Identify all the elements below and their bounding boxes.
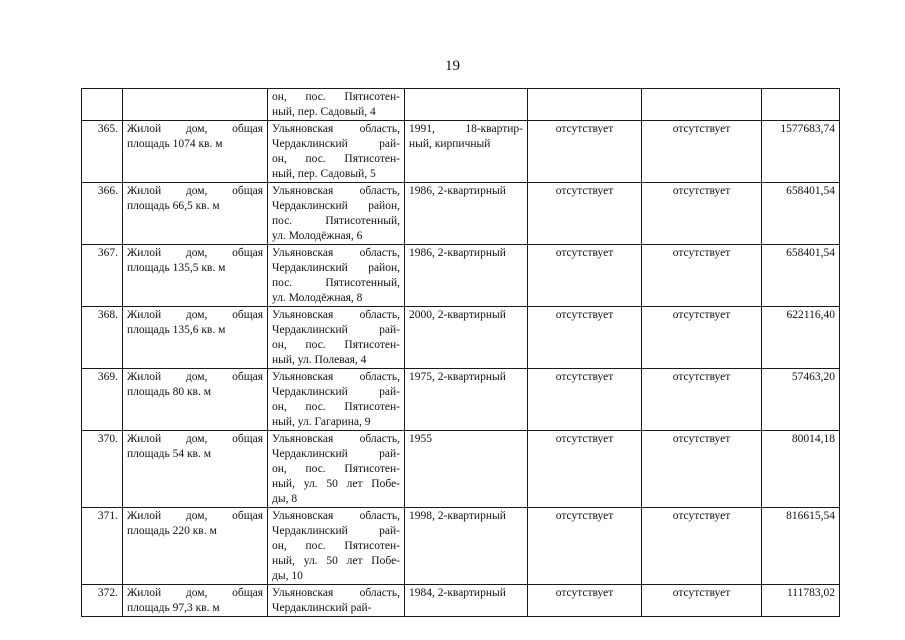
cell-name [123,585,268,617]
cell-name [123,431,268,508]
name-line: площадь 66,5 кв. м [127,200,220,212]
address-line: Ульяновская область, [272,433,400,445]
address-line: ный, пер. Садовый, 5 [272,168,376,180]
cell-value: 658401,54 [762,245,840,307]
table-row [82,245,840,307]
address-line: Чердаклинский район, [272,200,400,212]
cell-restriction: отсутствует [642,508,762,585]
cell-number: 369. [82,369,123,431]
address-line: Чердаклинский рай- [272,448,400,460]
cell-address [268,121,405,183]
name-line: Жилой дом, общая [127,309,263,321]
address-line: Ульяновская область, [272,309,400,321]
address-line: пос. Пятисотенный, [272,277,400,289]
table-row [82,307,840,369]
address-line: ный, ул. Гагарина, 9 [272,416,371,428]
address-line: Чердаклинский рай- [272,324,400,336]
cell-encumbrance: отсутствует [528,245,642,307]
cell-restriction [642,89,762,121]
address-line: пос. Пятисотенный, [272,215,400,227]
cell-number: 365. [82,121,123,183]
table-row [82,431,840,508]
cell-number: 370. [82,431,123,508]
cell-number: 372. [82,585,123,617]
cell-year [405,585,528,617]
name-line: площадь 80 кв. м [127,386,211,398]
cell-encumbrance: отсутствует [528,369,642,431]
name-line: площадь 220 кв. м [127,525,217,537]
cell-year [405,183,528,245]
year-line: 1984, 2-квартирный [409,587,506,599]
address-line: Ульяновская область, [272,185,400,197]
table-row [82,183,840,245]
address-line: он, пос. Пятисотен- [272,401,400,413]
name-line: площадь 54 кв. м [127,448,211,460]
address-line: он, пос. Пятисотен- [272,540,400,552]
cell-value: 80014,18 [762,431,840,508]
cell-encumbrance: отсутствует [528,431,642,508]
cell-address [268,508,405,585]
year-line: ный, кирпичный [409,138,491,150]
year-line: 2000, 2-квартирный [409,309,506,321]
address-line: он, пос. Пятисотен- [272,339,400,351]
table-row [82,121,840,183]
cell-encumbrance: отсутствует [528,183,642,245]
year-line: 1955 [409,433,432,445]
year-line: 1998, 2-квартирный [409,510,506,522]
year-line: 1986, 2-квартирный [409,247,506,259]
cell-encumbrance: отсутствует [528,585,642,617]
name-line: Жилой дом, общая [127,123,263,135]
address-line: Чердаклинский рай- [272,386,400,398]
cell-address [268,307,405,369]
year-line: 1991, 18-квартир- [409,123,523,135]
cell-number [82,89,123,121]
cell-address [268,431,405,508]
cell-number: 368. [82,307,123,369]
address-line: ул. Молодёжная, 8 [272,292,363,304]
cell-address [268,89,405,121]
cell-year [405,245,528,307]
name-line: площадь 1074 кв. м [127,138,223,150]
table-row [82,508,840,585]
address-line: Ульяновская область, [272,510,400,522]
cell-value [762,89,840,121]
table-row [82,369,840,431]
name-line: площадь 135,6 кв. м [127,324,226,336]
cell-address [268,369,405,431]
cell-restriction: отсутствует [642,245,762,307]
cell-value: 816615,54 [762,508,840,585]
address-line: ный, ул. 50 лет Побе- [272,555,400,567]
address-line: Ульяновская область, [272,123,400,135]
cell-restriction: отсутствует [642,307,762,369]
cell-name [123,89,268,121]
cell-restriction: отсутствует [642,369,762,431]
address-line: ды, 8 [272,493,298,505]
cell-value: 111783,02 [762,585,840,617]
cell-address [268,585,405,617]
cell-restriction: отсутствует [642,183,762,245]
cell-name [123,183,268,245]
cell-name [123,245,268,307]
address-line: Ульяновская область, [272,371,400,383]
cell-number: 371. [82,508,123,585]
cell-encumbrance: отсутствует [528,508,642,585]
address-line: он, пос. Пятисотен- [272,91,400,103]
cell-name [123,369,268,431]
year-line: 1986, 2-квартирный [409,185,506,197]
table-row [82,585,840,617]
cell-value: 1577683,74 [762,121,840,183]
name-line: площадь 97,3 кв. м [127,602,220,614]
cell-address [268,183,405,245]
address-line: он, пос. Пятисотен- [272,153,400,165]
address-line: ный, ул. 50 лет Побе- [272,478,400,490]
cell-value: 658401,54 [762,183,840,245]
cell-address [268,245,405,307]
address-line: Чердаклинский рай- [272,602,372,614]
cell-restriction: отсутствует [642,431,762,508]
address-line: Чердаклинский рай- [272,138,400,150]
name-line: Жилой дом, общая [127,371,263,383]
address-line: Ульяновская область, [272,247,400,259]
cell-restriction: отсутствует [642,585,762,617]
address-line: ный, пер. Садовый, 4 [272,106,376,118]
cell-year [405,89,528,121]
year-line: 1975, 2-квартирный [409,371,506,383]
address-line: ды, 10 [272,570,303,582]
cell-year [405,508,528,585]
cell-name [123,508,268,585]
cell-encumbrance: отсутствует [528,121,642,183]
cell-name [123,307,268,369]
cell-year [405,431,528,508]
cell-encumbrance: отсутствует [528,307,642,369]
cell-encumbrance [528,89,642,121]
address-line: ный, ул. Полевая, 4 [272,354,367,366]
cell-year [405,121,528,183]
cell-value: 57463,20 [762,369,840,431]
cell-name [123,121,268,183]
address-line: Чердаклинский район, [272,262,400,274]
page-number: 19 [445,58,460,74]
cell-year [405,369,528,431]
cell-number: 366. [82,183,123,245]
name-line: Жилой дом, общая [127,587,263,599]
continuation-row [82,89,840,121]
address-line: Ульяновская область, [272,587,400,599]
address-line: ул. Молодёжная, 6 [272,230,363,242]
cell-number: 367. [82,245,123,307]
name-line: Жилой дом, общая [127,433,263,445]
cell-year [405,307,528,369]
name-line: площадь 135,5 кв. м [127,262,226,274]
cell-restriction: отсутствует [642,121,762,183]
address-line: Чердаклинский рай- [272,525,400,537]
name-line: Жилой дом, общая [127,185,263,197]
cell-value: 622116,40 [762,307,840,369]
name-line: Жилой дом, общая [127,510,263,522]
table-body [82,89,840,617]
name-line: Жилой дом, общая [127,247,263,259]
property-registry-table [81,88,840,617]
address-line: он, пос. Пятисотен- [272,463,400,475]
